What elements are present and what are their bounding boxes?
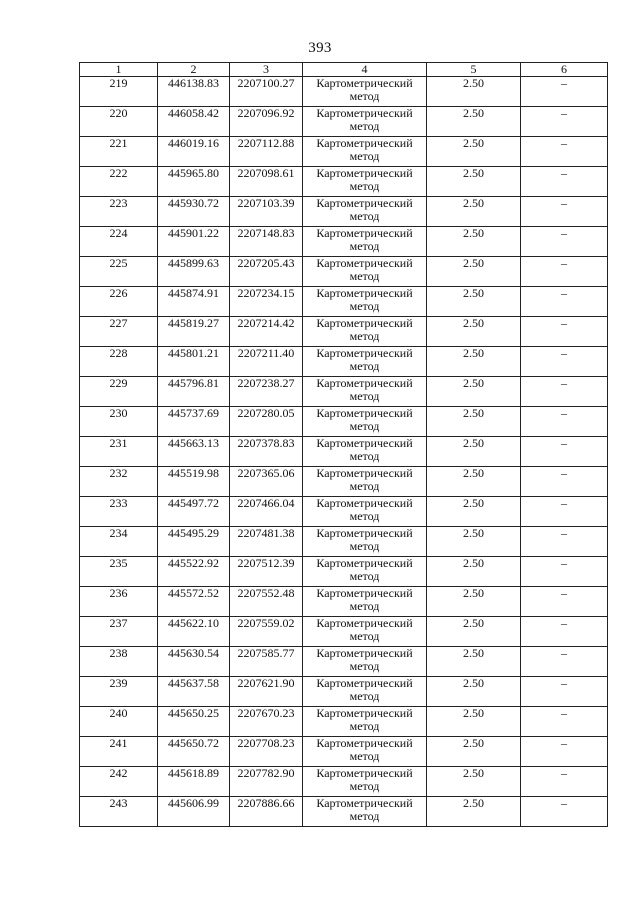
method-cell: Картометрический метод <box>303 167 427 197</box>
point-number-cell: 233 <box>80 497 158 527</box>
coordinates-table <box>79 62 608 827</box>
accuracy-cell: 2.50 <box>427 77 521 107</box>
note-cell: – <box>521 257 608 287</box>
point-number-cell: 235 <box>80 557 158 587</box>
y-coordinate-cell: 2207280.05 <box>230 407 303 437</box>
note-cell: – <box>521 797 608 827</box>
column-header: 6 <box>521 63 608 77</box>
x-coordinate-cell: 445637.58 <box>158 677 230 707</box>
table-row <box>80 197 608 227</box>
table-row <box>80 527 608 557</box>
x-coordinate-cell: 445650.25 <box>158 707 230 737</box>
note-cell: – <box>521 617 608 647</box>
y-coordinate-cell: 2207466.04 <box>230 497 303 527</box>
x-coordinate-cell: 445796.81 <box>158 377 230 407</box>
accuracy-cell: 2.50 <box>427 677 521 707</box>
x-coordinate-cell: 445522.92 <box>158 557 230 587</box>
table-row <box>80 377 608 407</box>
method-cell: Картометрический метод <box>303 497 427 527</box>
x-coordinate-cell: 445901.22 <box>158 227 230 257</box>
x-coordinate-cell: 445606.99 <box>158 797 230 827</box>
method-cell: Картометрический метод <box>303 467 427 497</box>
x-coordinate-cell: 446019.16 <box>158 137 230 167</box>
table-row <box>80 707 608 737</box>
method-cell: Картометрический метод <box>303 557 427 587</box>
method-cell: Картометрический метод <box>303 407 427 437</box>
note-cell: – <box>521 107 608 137</box>
column-header: 5 <box>427 63 521 77</box>
x-coordinate-cell: 445495.29 <box>158 527 230 557</box>
method-cell: Картометрический метод <box>303 707 427 737</box>
note-cell: – <box>521 677 608 707</box>
method-cell: Картометрический метод <box>303 737 427 767</box>
x-coordinate-cell: 445737.69 <box>158 407 230 437</box>
y-coordinate-cell: 2207238.27 <box>230 377 303 407</box>
point-number-cell: 236 <box>80 587 158 617</box>
x-coordinate-cell: 445899.63 <box>158 257 230 287</box>
method-cell: Картометрический метод <box>303 437 427 467</box>
accuracy-cell: 2.50 <box>427 347 521 377</box>
table-row <box>80 257 608 287</box>
accuracy-cell: 2.50 <box>427 317 521 347</box>
accuracy-cell: 2.50 <box>427 737 521 767</box>
table-row <box>80 617 608 647</box>
y-coordinate-cell: 2207708.23 <box>230 737 303 767</box>
accuracy-cell: 2.50 <box>427 797 521 827</box>
x-coordinate-cell: 445650.72 <box>158 737 230 767</box>
accuracy-cell: 2.50 <box>427 437 521 467</box>
y-coordinate-cell: 2207670.23 <box>230 707 303 737</box>
accuracy-cell: 2.50 <box>427 707 521 737</box>
note-cell: – <box>521 707 608 737</box>
y-coordinate-cell: 2207886.66 <box>230 797 303 827</box>
table-row <box>80 677 608 707</box>
x-coordinate-cell: 446058.42 <box>158 107 230 137</box>
table-row <box>80 437 608 467</box>
point-number-cell: 229 <box>80 377 158 407</box>
accuracy-cell: 2.50 <box>427 767 521 797</box>
accuracy-cell: 2.50 <box>427 137 521 167</box>
note-cell: – <box>521 467 608 497</box>
method-cell: Картометрический метод <box>303 107 427 137</box>
accuracy-cell: 2.50 <box>427 197 521 227</box>
column-header: 4 <box>303 63 427 77</box>
point-number-cell: 239 <box>80 677 158 707</box>
table-row <box>80 347 608 377</box>
x-coordinate-cell: 445874.91 <box>158 287 230 317</box>
accuracy-cell: 2.50 <box>427 527 521 557</box>
method-cell: Картометрический метод <box>303 647 427 677</box>
table-body <box>80 77 608 827</box>
table-row <box>80 467 608 497</box>
table-row <box>80 287 608 317</box>
y-coordinate-cell: 2207559.02 <box>230 617 303 647</box>
table-row <box>80 107 608 137</box>
note-cell: – <box>521 317 608 347</box>
note-cell: – <box>521 557 608 587</box>
accuracy-cell: 2.50 <box>427 557 521 587</box>
note-cell: – <box>521 377 608 407</box>
method-cell: Картометрический метод <box>303 317 427 347</box>
table-row <box>80 797 608 827</box>
accuracy-cell: 2.50 <box>427 587 521 617</box>
table-row <box>80 587 608 617</box>
y-coordinate-cell: 2207096.92 <box>230 107 303 137</box>
point-number-cell: 232 <box>80 467 158 497</box>
point-number-cell: 225 <box>80 257 158 287</box>
column-header: 1 <box>80 63 158 77</box>
header-row <box>80 63 608 77</box>
y-coordinate-cell: 2207211.40 <box>230 347 303 377</box>
point-number-cell: 230 <box>80 407 158 437</box>
table-row <box>80 407 608 437</box>
accuracy-cell: 2.50 <box>427 497 521 527</box>
x-coordinate-cell: 445819.27 <box>158 317 230 347</box>
table-row <box>80 137 608 167</box>
point-number-cell: 224 <box>80 227 158 257</box>
accuracy-cell: 2.50 <box>427 257 521 287</box>
column-header: 3 <box>230 63 303 77</box>
method-cell: Картометрический метод <box>303 377 427 407</box>
accuracy-cell: 2.50 <box>427 107 521 137</box>
point-number-cell: 221 <box>80 137 158 167</box>
method-cell: Картометрический метод <box>303 617 427 647</box>
note-cell: – <box>521 587 608 617</box>
accuracy-cell: 2.50 <box>427 467 521 497</box>
accuracy-cell: 2.50 <box>427 227 521 257</box>
note-cell: – <box>521 767 608 797</box>
column-header: 2 <box>158 63 230 77</box>
point-number-cell: 223 <box>80 197 158 227</box>
accuracy-cell: 2.50 <box>427 407 521 437</box>
x-coordinate-cell: 445801.21 <box>158 347 230 377</box>
method-cell: Картометрический метод <box>303 227 427 257</box>
note-cell: – <box>521 167 608 197</box>
table-row <box>80 167 608 197</box>
x-coordinate-cell: 445572.52 <box>158 587 230 617</box>
point-number-cell: 242 <box>80 767 158 797</box>
x-coordinate-cell: 445930.72 <box>158 197 230 227</box>
table-row <box>80 317 608 347</box>
accuracy-cell: 2.50 <box>427 287 521 317</box>
method-cell: Картометрический метод <box>303 527 427 557</box>
x-coordinate-cell: 445622.10 <box>158 617 230 647</box>
y-coordinate-cell: 2207098.61 <box>230 167 303 197</box>
point-number-cell: 219 <box>80 77 158 107</box>
note-cell: – <box>521 227 608 257</box>
y-coordinate-cell: 2207112.88 <box>230 137 303 167</box>
table-row <box>80 227 608 257</box>
y-coordinate-cell: 2207621.90 <box>230 677 303 707</box>
table-row <box>80 77 608 107</box>
y-coordinate-cell: 2207365.06 <box>230 467 303 497</box>
accuracy-cell: 2.50 <box>427 617 521 647</box>
page-number: 393 <box>308 40 332 56</box>
method-cell: Картометрический метод <box>303 767 427 797</box>
accuracy-cell: 2.50 <box>427 377 521 407</box>
x-coordinate-cell: 445519.98 <box>158 467 230 497</box>
y-coordinate-cell: 2207782.90 <box>230 767 303 797</box>
x-coordinate-cell: 445965.80 <box>158 167 230 197</box>
point-number-cell: 234 <box>80 527 158 557</box>
note-cell: – <box>521 197 608 227</box>
y-coordinate-cell: 2207148.83 <box>230 227 303 257</box>
accuracy-cell: 2.50 <box>427 647 521 677</box>
y-coordinate-cell: 2207481.38 <box>230 527 303 557</box>
point-number-cell: 228 <box>80 347 158 377</box>
accuracy-cell: 2.50 <box>427 167 521 197</box>
point-number-cell: 220 <box>80 107 158 137</box>
y-coordinate-cell: 2207512.39 <box>230 557 303 587</box>
point-number-cell: 237 <box>80 617 158 647</box>
note-cell: – <box>521 347 608 377</box>
y-coordinate-cell: 2207214.42 <box>230 317 303 347</box>
note-cell: – <box>521 737 608 767</box>
note-cell: – <box>521 497 608 527</box>
point-number-cell: 243 <box>80 797 158 827</box>
table-header <box>80 63 608 77</box>
method-cell: Картометрический метод <box>303 257 427 287</box>
method-cell: Картометрический метод <box>303 347 427 377</box>
x-coordinate-cell: 446138.83 <box>158 77 230 107</box>
y-coordinate-cell: 2207552.48 <box>230 587 303 617</box>
note-cell: – <box>521 407 608 437</box>
method-cell: Картометрический метод <box>303 677 427 707</box>
note-cell: – <box>521 137 608 167</box>
method-cell: Картометрический метод <box>303 197 427 227</box>
note-cell: – <box>521 287 608 317</box>
note-cell: – <box>521 77 608 107</box>
table-row <box>80 737 608 767</box>
point-number-cell: 238 <box>80 647 158 677</box>
x-coordinate-cell: 445497.72 <box>158 497 230 527</box>
method-cell: Картометрический метод <box>303 137 427 167</box>
point-number-cell: 241 <box>80 737 158 767</box>
table-row <box>80 557 608 587</box>
y-coordinate-cell: 2207100.27 <box>230 77 303 107</box>
point-number-cell: 231 <box>80 437 158 467</box>
y-coordinate-cell: 2207585.77 <box>230 647 303 677</box>
point-number-cell: 227 <box>80 317 158 347</box>
y-coordinate-cell: 2207378.83 <box>230 437 303 467</box>
table-row <box>80 647 608 677</box>
table-row <box>80 497 608 527</box>
method-cell: Картометрический метод <box>303 287 427 317</box>
y-coordinate-cell: 2207234.15 <box>230 287 303 317</box>
method-cell: Картометрический метод <box>303 587 427 617</box>
table-row <box>80 767 608 797</box>
method-cell: Картометрический метод <box>303 77 427 107</box>
x-coordinate-cell: 445618.89 <box>158 767 230 797</box>
x-coordinate-cell: 445663.13 <box>158 437 230 467</box>
x-coordinate-cell: 445630.54 <box>158 647 230 677</box>
point-number-cell: 240 <box>80 707 158 737</box>
note-cell: – <box>521 527 608 557</box>
method-cell: Картометрический метод <box>303 797 427 827</box>
note-cell: – <box>521 647 608 677</box>
point-number-cell: 226 <box>80 287 158 317</box>
note-cell: – <box>521 437 608 467</box>
y-coordinate-cell: 2207205.43 <box>230 257 303 287</box>
point-number-cell: 222 <box>80 167 158 197</box>
y-coordinate-cell: 2207103.39 <box>230 197 303 227</box>
